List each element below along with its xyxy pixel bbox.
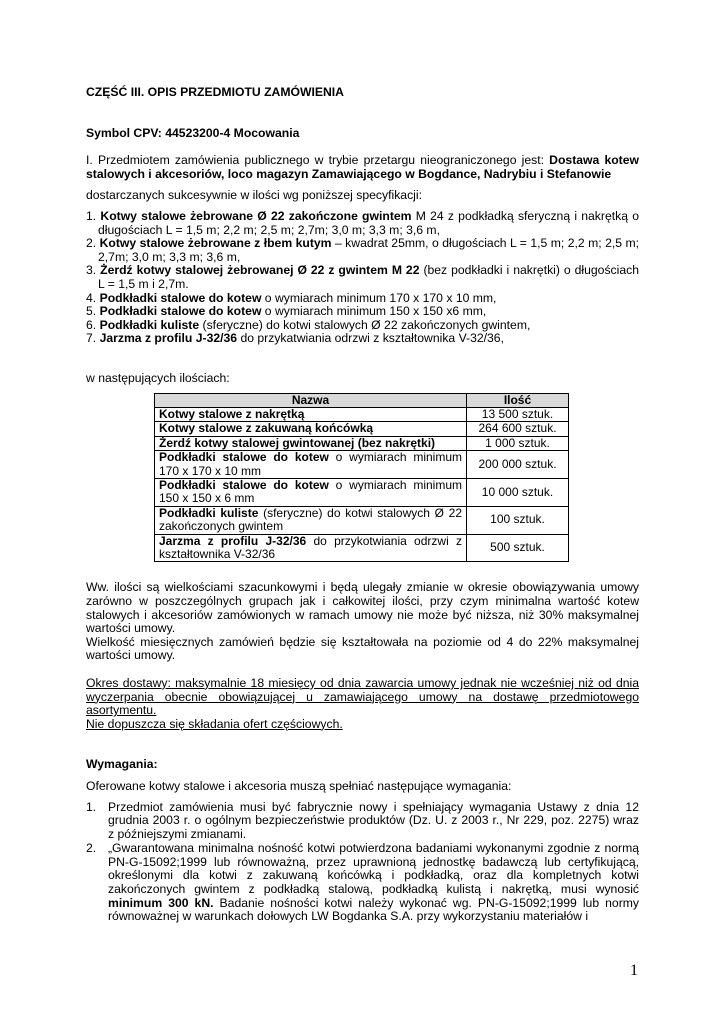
spec-item-bold: Kotwy stalowe żebrowane Ø 22 zakończone gwintem bbox=[100, 208, 412, 223]
cpv-symbol: Symbol CPV: 44523200-4 Mocowania bbox=[86, 125, 300, 140]
column-header-qty: Ilość bbox=[467, 393, 569, 407]
spec-item bbox=[86, 319, 639, 333]
table-cell-qty: 264 600 sztuk. bbox=[467, 422, 569, 436]
table-cell-qty: 13 500 sztuk. bbox=[467, 407, 569, 421]
spec-item-text: o wymiarach minimum 150 x 150 x6 mm, bbox=[261, 304, 487, 319]
spec-item-bold: Jarzma z profilu J-32/36 bbox=[99, 331, 238, 346]
table-cell-qty: 100 sztuk. bbox=[467, 506, 569, 534]
table-row bbox=[155, 534, 569, 562]
requirement-number: 2. bbox=[86, 841, 97, 856]
spec-item bbox=[86, 210, 639, 237]
spec-item-number: 2. bbox=[86, 236, 100, 251]
requirement-number: 1. bbox=[86, 799, 97, 814]
notes-paragraph: Ww. ilości są wielkościami szacunkowymi i będą ulegały zmianie w okresie obowiązywania umowy zarówno w poszczególnych grupach jak i całkowitej ilości, przy czym minimalna wartość kotew stalowych i akcesoriów zamówionych w ramach umowy nie może być niższa, niż 30% maksymalnej wartości umowy. bbox=[86, 580, 639, 636]
spec-item-text: o wymiarach minimum 170 x 170 x 10 mm, bbox=[261, 290, 497, 305]
requirement-item bbox=[86, 801, 639, 842]
section-title: CZĘŚĆ III. OPIS PRZEDMIOTU ZAMÓWIENIA bbox=[86, 85, 344, 99]
spec-item-number: 5. bbox=[86, 304, 100, 319]
table-cell-name: Podkładki kuliste (sferyczne) do kotwi stalowych Ø 22 zakończonych gwintem bbox=[155, 506, 467, 534]
spec-list bbox=[86, 210, 639, 346]
table-row bbox=[155, 506, 569, 534]
notes-paragraph-2: Wielkość miesięcznych zamówień będzie się kształtowała na poziomie od 4 do 22% maksymalnej wartości umowy. bbox=[86, 634, 639, 663]
table-cell-name: Podkładki stalowe do kotew o wymiarach minimum 150 x 150 x 6 mm bbox=[155, 478, 467, 506]
spec-item-number: 7. bbox=[86, 331, 100, 346]
quantities-table bbox=[154, 393, 569, 563]
spec-item bbox=[86, 292, 639, 306]
table-header-row bbox=[155, 393, 569, 407]
table-row bbox=[155, 407, 569, 421]
intro-paragraph bbox=[86, 154, 639, 181]
table-cell-qty: 200 000 sztuk. bbox=[467, 451, 569, 479]
table-cell-name: Kotwy stalowe z zakuwaną końcówką bbox=[155, 422, 467, 436]
spec-item-text: – kwadrat 25mm, o długościach L = 1,5 m; 2,2 m; 2,5 m; 2,7m; 3,0 m; 3,3 m; 3,6 m, bbox=[98, 236, 639, 264]
no-partial-offers: Nie dopuszcza się składania ofert częściowych. bbox=[86, 716, 343, 731]
page-number: 1 bbox=[630, 962, 638, 979]
requirements-title: Wymagania: bbox=[86, 757, 158, 772]
spec-item bbox=[86, 305, 639, 319]
requirements-intro: Oferowane kotwy stalowe i akcesoria muszą spełniać następujące wymagania: bbox=[86, 778, 512, 793]
requirement-text: Przedmiot zamówienia musi być fabrycznie nowy i spełniający wymagania Ustawy z dnia 12 grudnia 2003 r. o ogólnym bezpieczeństwie produktów (Dz. U. z 2003 r., Nr 229, poz. 2275) wraz z późniejszymi zmianami. bbox=[108, 799, 639, 841]
spec-item-text: do przykatwiania odrzwi z kształtownika V-32/36, bbox=[237, 331, 504, 346]
document-page bbox=[86, 86, 639, 924]
table-cell-qty: 1 000 sztuk. bbox=[467, 436, 569, 450]
spec-item-bold: Podkładki stalowe do kotew bbox=[99, 304, 262, 319]
spec-item-bold: Kotwy stalowe żebrowane z łbem kutym bbox=[99, 236, 332, 251]
table-cell-qty: 500 sztuk. bbox=[467, 534, 569, 562]
table-row bbox=[155, 436, 569, 450]
table-cell-name: Podkładki stalowe do kotew o wymiarach minimum 170 x 170 x 10 mm bbox=[155, 451, 467, 479]
table-cell-qty: 10 000 sztuk. bbox=[467, 478, 569, 506]
spec-item bbox=[86, 264, 639, 291]
requirements-list bbox=[86, 801, 639, 924]
spec-item bbox=[86, 237, 639, 264]
spec-item-number: 6. bbox=[86, 317, 100, 332]
spec-item-text: (sferyczne) do kotwi stalowych Ø 22 zakończonych gwintem, bbox=[199, 317, 531, 332]
table-row bbox=[155, 478, 569, 506]
spec-item-bold: Podkładki stalowe do kotew bbox=[99, 290, 262, 305]
delivery-terms: Okres dostawy: maksymalnie 18 miesięcy od dnia zawarcia umowy jednak nie wcześniej niż od dnia wyczerpania obecnie obowiązującej u zamawiającego umowy na dostawę przedmiotowego asortymentu. bbox=[86, 675, 639, 718]
table-cell-name: Jarzma z profilu J-32/36 do przykotwiania odrzwi z kształtownika V-32/36 bbox=[155, 534, 467, 562]
table-cell-name: Żerdź kotwy stalowej gwintowanej (bez nakrętki) bbox=[155, 436, 467, 450]
spec-item-text: (bez podkładki i nakrętki) o długościach L = 1,5 m i 2,7m. bbox=[98, 263, 639, 291]
requirement-item bbox=[86, 842, 639, 924]
spec-item bbox=[86, 332, 639, 346]
intro-bold: Dostawa kotew stalowych i akcesoriów, loco magazyn Zamawiającego w Bogdance, Nadrybiu i Stefanowie bbox=[86, 153, 640, 181]
delivery-note: dostarczanych sukcesywnie w ilości wg poniższej specyfikacji: bbox=[86, 188, 422, 203]
spec-item-bold: Podkładki kuliste bbox=[99, 317, 200, 332]
spec-item-bold: Żerdź kotwy stalowej żebrowanej Ø 22 z gwintem M 22 bbox=[100, 263, 420, 278]
table-row bbox=[155, 422, 569, 436]
spec-item-text: M 24 z podkładką sferyczną i nakrętką o długościach L = 1,5 m; 2,2 m; 2,5 m; 2,7m; 3,0 m; 3,3 m; 3,6 m, bbox=[98, 208, 639, 237]
table-cell-name: Kotwy stalowe z nakrętką bbox=[155, 407, 467, 421]
spec-item-number: 3. bbox=[86, 263, 101, 278]
column-header-name: Nazwa bbox=[155, 393, 467, 407]
requirement-text: „Gwarantowana minimalna nośność kotwi potwierdzona badaniami wykonanymi zgodnie z normą PN-G-15092;1999 lub równoważną, przez uprawnioną jednostkę badawczą lub certyfikującą, określonymi dla kotwi z zakuwaną końcówką i podkładką, oraz dla kompletnych kotwi zakończonych gwintem z podkładką stalową, podkładką kulistą i nakrętką, musi wynosić minimum 300 kN. Badanie nośności kotwi należy wykonać wg. PN-G-15092;1999 lub normy równoważnej w warunkach dołowych LW Bogdanka S.A. przy wykorzystaniu materiałów i bbox=[108, 841, 639, 924]
spec-item-number: 1. bbox=[86, 208, 101, 223]
spec-item-number: 4. bbox=[86, 290, 100, 305]
intro-text: I. Przedmiotem zamówienia publicznego w trybie przetargu nieograniczonego jest: bbox=[86, 153, 550, 168]
quantities-intro: w następujących ilościach: bbox=[86, 370, 230, 385]
table-row bbox=[155, 451, 569, 479]
